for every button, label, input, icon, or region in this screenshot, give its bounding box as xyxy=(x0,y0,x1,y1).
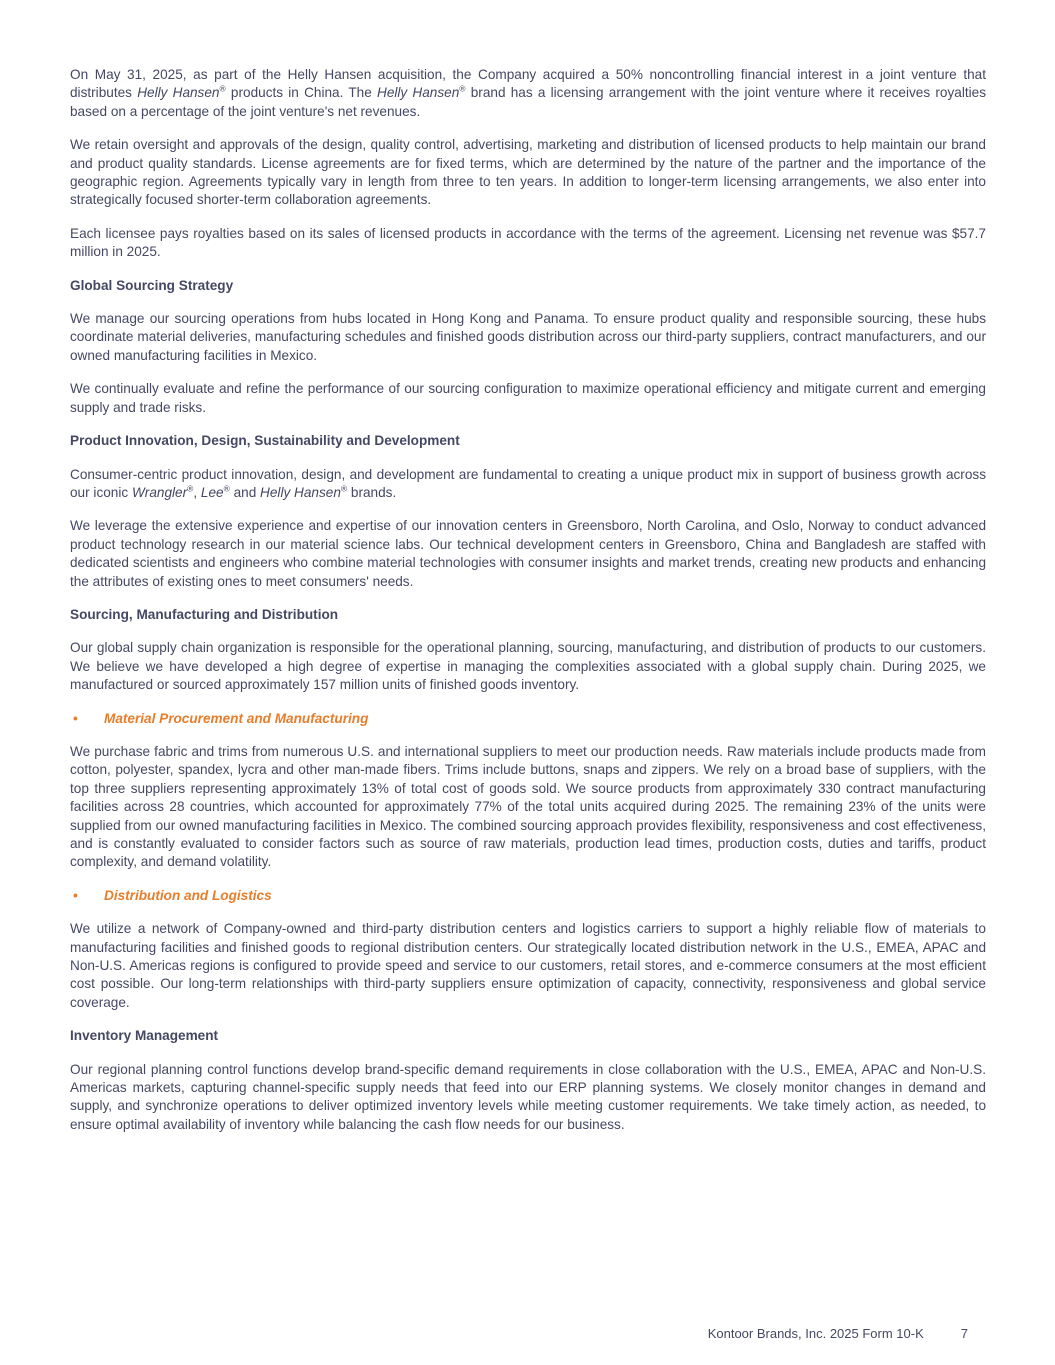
text-run: Sourcing, Manufacturing and Distribution xyxy=(70,606,339,622)
text-run: Wrangler xyxy=(131,484,188,500)
text-run: Helly Hansen xyxy=(137,85,220,101)
text-run: brands. xyxy=(347,484,397,500)
registered-trademark-symbol: ® xyxy=(223,483,230,494)
text-run: Each licensee pays royalties based on its sales of licensed products in accordance with the terms of the agreement. Licensing net revenue was $57.7 million in 2025. xyxy=(70,225,986,260)
paragraph xyxy=(70,380,986,417)
text-run: Our regional planning control functions develop brand-specific demand requirements in close collaboration with the U.S., EMEA, APAC and Non-U.S. Americas markets, capturing channel-specific supply needs that feed into our ERP planning systems. We closely monitor changes in demand and supply, and synchronize operations to deliver optimized inventory levels while meeting customer requirements. We take timely action, as needed, to ensure optimal availability of inventory while balancing the cash flow needs for our business. xyxy=(70,1061,986,1132)
text-run: , xyxy=(193,484,201,500)
section-heading xyxy=(70,432,986,450)
text-run: Our global supply chain organization is responsible for the operational planning, sourcing, manufacturing, and distribution of products to our customers. We believe we have developed a high degree of expertise in managing the complexities associated with a global supply chain. During 2025, we manufactured or sourced approximately 157 million units of finished goods inventory. xyxy=(70,640,986,693)
footer-page-number: 7 xyxy=(960,1326,968,1341)
text-run: brand has a licensing arrangement with the joint venture where it receives royalties based on a percentage of the joint venture's net revenues. xyxy=(70,85,986,119)
paragraph xyxy=(70,743,986,872)
paragraph xyxy=(70,136,986,210)
text-run: We continually evaluate and refine the performance of our sourcing configuration to maximize operational efficiency and mitigate current and emerging supply and trade risks. xyxy=(70,381,986,415)
text-run: products in China. The xyxy=(225,85,377,101)
paragraph xyxy=(70,225,986,262)
text-run: We leverage the extensive experience and expertise of our innovation centers in Greensboro, North Carolina, and Oslo, Norway to conduct advanced product technology research in our material science labs. Our technical development centers in Greensboro, China and Bangladesh are staffed with dedicated scientists and engineers who combine material technologies with consumer insights and market trends, creating new products and enhancing the attributes of existing ones to meet consumers' needs. xyxy=(70,518,986,589)
text-run: Global Sourcing Strategy xyxy=(70,277,234,293)
section-heading xyxy=(70,606,986,624)
bullet-heading xyxy=(70,887,986,905)
registered-trademark-symbol: ® xyxy=(340,483,348,494)
bullet-icon: • xyxy=(73,887,78,903)
text-run: We manage our sourcing operations from hubs located in Hong Kong and Panama. To ensure product quality and responsible sourcing, these hubs coordinate material deliveries, manufacturing schedules and finished goods distribution across our third-party suppliers, contract manufacturers, and our owned manufacturing facilities in Mexico. xyxy=(70,311,986,363)
registered-trademark-symbol: ® xyxy=(459,83,466,94)
text-run: Consumer-centric product innovation, design, and development are fundamental to creating a unique product mix in support of business growth across our iconic xyxy=(70,466,986,500)
text-run: Inventory Management xyxy=(70,1028,219,1044)
text-run: and xyxy=(229,484,261,500)
bullet-icon: • xyxy=(73,710,78,726)
section-heading xyxy=(70,1027,986,1045)
text-run: On May 31, 2025, as part of the Helly Hansen acquisition, the Company acquired a 50% noncontrolling financial interest in a joint venture that distributes xyxy=(70,67,986,101)
paragraph xyxy=(70,1061,986,1135)
text-run: Helly Hansen xyxy=(260,484,341,500)
paragraph xyxy=(70,639,986,694)
bullet-heading xyxy=(70,710,986,728)
text-run: Distribution and Logistics xyxy=(104,887,272,903)
footer-doc-label: Kontoor Brands, Inc. 2025 Form 10-K xyxy=(707,1326,924,1341)
document-blocks xyxy=(70,66,986,1134)
section-heading xyxy=(70,277,986,295)
page-footer xyxy=(708,1326,968,1342)
text-run: We purchase fabric and trims from numerous U.S. and international suppliers to meet our production needs. Raw materials include products made from cotton, polyester, spandex, lycra and other man-made fibers. Trims include buttons, snaps and zippers. We rely on a broad base of suppliers, with the top three suppliers representing approximately 13% of total cost of goods sold. We source products from approximately 330 contract manufacturing facilities across 28 countries, which accounted for approximately 77% of the total units acquired during 2025. The remaining 23% of the units were supplied from our owned manufacturing facilities in Mexico. The combined sourcing approach provides flexibility, responsiveness and cost effectiveness, and is constantly evaluated to consider factors such as source of raw materials, production lead times, production costs, duties and tariffs, product complexity, and demand volatility. xyxy=(70,743,986,870)
paragraph xyxy=(70,920,986,1012)
registered-trademark-symbol: ® xyxy=(187,483,194,494)
text-run: We retain oversight and approvals of the design, quality control, advertising, marketing and distribution of licensed products to help maintain our brand and product quality standards. License agreements are for fixed terms, which are determined by the nature of the partner and the importance of the geographic region. Agreements typically vary in length from three to ten years. In addition to longer-term licensing arrangements, we also enter into strategically focused shorter-term collaboration agreements. xyxy=(70,137,986,208)
text-run: We utilize a network of Company-owned and third-party distribution centers and logistics carriers to support a highly reliable flow of materials to manufacturing facilities and finished goods to regional distribution centers. Our strategically located distribution network in the U.S., EMEA, APAC and Non-U.S. Americas regions is configured to provide speed and service to our customers, retail stores, and e-commerce consumers at the most efficient cost possible. Our long-term relationships with third-party suppliers ensure optimization of capacity, connectivity, responsiveness and global service coverage. xyxy=(70,921,986,1010)
bullet-heading-label xyxy=(104,710,368,728)
paragraph xyxy=(70,66,986,121)
paragraph xyxy=(70,517,986,591)
paragraph xyxy=(70,466,986,503)
text-run: Helly Hansen xyxy=(377,85,460,101)
text-run: Lee xyxy=(200,484,224,500)
text-run: Material Procurement and Manufacturing xyxy=(104,710,369,726)
text-run: Product Innovation, Design, Sustainability and Development xyxy=(70,433,460,449)
registered-trademark-symbol: ® xyxy=(219,83,226,94)
paragraph xyxy=(70,310,986,365)
bullet-heading-label xyxy=(104,887,272,905)
